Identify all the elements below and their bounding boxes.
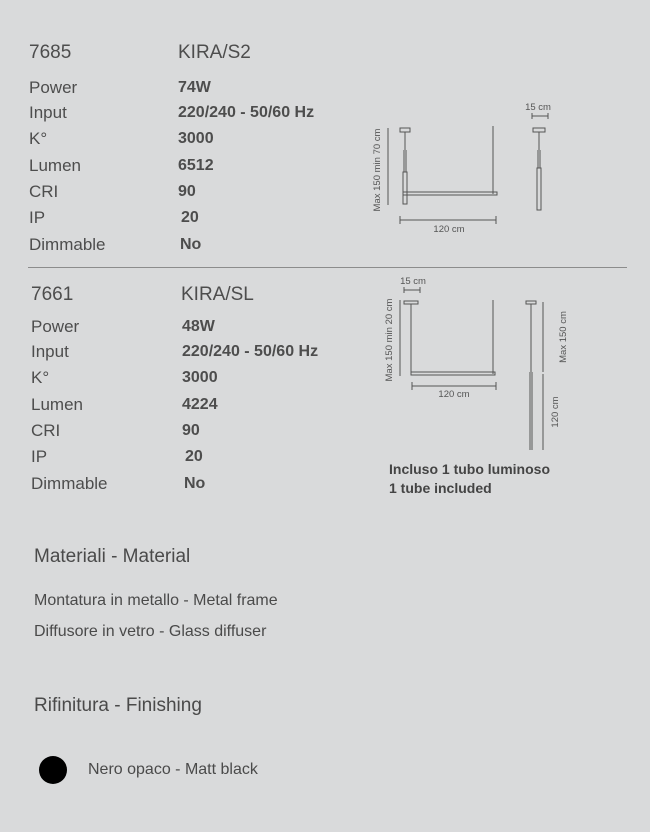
product1-code: 7685	[29, 42, 72, 63]
p2-ip-label: IP	[31, 447, 48, 466]
p2-lumen-value: 4224	[182, 396, 218, 413]
p2-lumen-label: Lumen	[31, 395, 83, 414]
p2-side-height-label: Max 150 cm	[558, 311, 569, 363]
p2-kelvin-label: K°	[31, 368, 50, 387]
p1-power-value: 74W	[178, 79, 211, 96]
p1-input-label: Input	[29, 103, 67, 122]
p1-ip-value: 20	[181, 209, 199, 226]
p1-lumen-label: Lumen	[29, 156, 81, 175]
p2-ip-value: 20	[185, 448, 203, 465]
p1-power-label: Power	[29, 78, 78, 97]
p1-depth-label: 15 cm	[525, 102, 551, 113]
p2-cri-value: 90	[182, 422, 200, 439]
p2-cri-label: CRI	[31, 421, 61, 440]
p1-lumen-value: 6512	[178, 157, 214, 174]
finishing-heading: Rifinitura - Finishing	[34, 695, 202, 716]
p2-height-label: Max 150 min 20 cm	[384, 298, 395, 382]
p1-ip-label: IP	[29, 208, 46, 227]
p2-depth-label: 15 cm	[400, 276, 426, 287]
tube-note-english: 1 tube included	[389, 480, 492, 496]
p2-dimmable-value: No	[184, 475, 206, 492]
p2-tube-label: 120 cm	[550, 396, 561, 428]
p2-power-label: Power	[31, 317, 80, 336]
p2-input-value: 220/240 - 50/60 Hz	[182, 343, 319, 360]
p1-kelvin-label: K°	[29, 129, 48, 148]
p2-power-value: 48W	[182, 318, 215, 335]
product1-name: KIRA/S2	[178, 42, 251, 63]
p1-dimmable-label: Dimmable	[29, 235, 106, 254]
product2-name: KIRA/SL	[181, 284, 254, 305]
p1-cri-label: CRI	[29, 182, 59, 201]
finish-label: Nero opaco - Matt black	[88, 761, 258, 778]
p1-width-label: 120 cm	[433, 224, 465, 235]
product2-code: 7661	[31, 284, 74, 305]
p1-input-value: 220/240 - 50/60 Hz	[178, 104, 315, 121]
finish-color-swatch	[39, 756, 67, 784]
p1-dimmable-value: No	[180, 236, 202, 253]
material-item-diffuser: Diffusore in vetro - Glass diffuser	[34, 623, 267, 640]
p2-kelvin-value: 3000	[182, 369, 218, 386]
p2-input-label: Input	[31, 342, 69, 361]
materials-heading: Materiali - Material	[34, 546, 191, 567]
material-item-frame: Montatura in metallo - Metal frame	[34, 592, 278, 609]
p1-height-label: Max 150 min 70 cm	[372, 128, 383, 212]
p1-cri-value: 90	[178, 183, 196, 200]
p2-width-label: 120 cm	[438, 389, 470, 400]
p2-dimmable-label: Dimmable	[31, 474, 108, 493]
tube-note-italian: Incluso 1 tubo luminoso	[389, 461, 550, 477]
p1-kelvin-value: 3000	[178, 130, 214, 147]
